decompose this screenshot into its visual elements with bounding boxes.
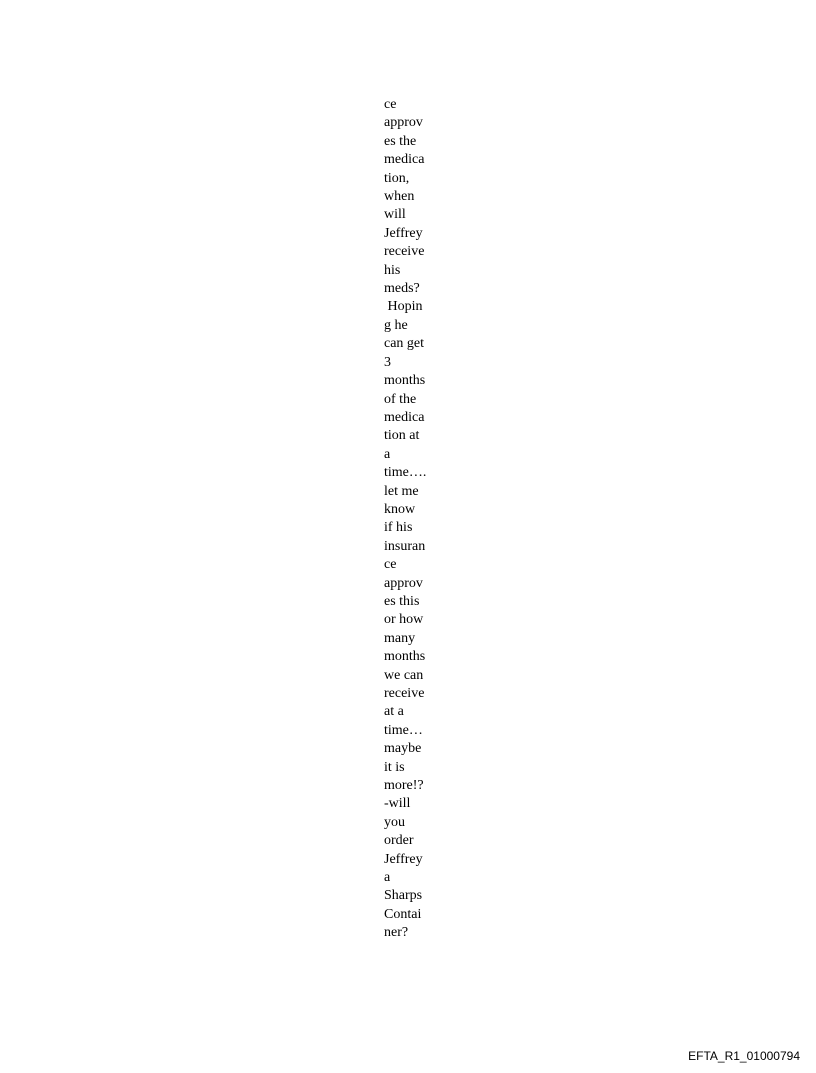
document-id-stamp: EFTA_R1_01000794 [688,1049,800,1063]
text-line: time…. [384,465,427,481]
text-line: es the [384,133,417,149]
text-line: ce [384,557,397,573]
text-line: maybe [384,741,422,757]
text-line: tion at [384,428,420,444]
text-line: Sharps [384,888,423,904]
text-line: receive [384,686,425,701]
text-line: meds? [384,281,420,297]
text-line: approv [384,115,423,131]
text-line: his [384,262,401,278]
text-line: Jeffrey [384,851,423,867]
text-line: time… [384,722,423,738]
text-line: months [384,373,426,389]
text-line: can get [384,336,425,352]
text-line: medica [384,152,425,168]
text-line: a [384,446,391,462]
text-line: many [384,630,416,646]
text-line: medica [384,409,425,425]
text-line: 3 [384,354,391,370]
text-line: tion, [384,170,410,186]
text-line: at a [384,704,404,720]
text-line: Jeffrey [384,225,423,241]
text-line: of the [384,391,417,407]
text-line: approv [384,575,423,591]
text-line: or how [384,612,424,628]
text-line: let me [384,483,419,499]
text-line: -will [384,796,411,812]
text-line: more!? [384,778,424,794]
text-line: it is [384,759,405,775]
text-line: ner? [384,925,409,941]
text-line: months [384,649,426,665]
text-line: receive [384,244,425,260]
text-line: Hopin [384,299,423,315]
text-line: will [384,207,406,223]
text-line: when [384,189,415,205]
text-line: insuran [384,538,426,554]
text-line: order [384,833,414,849]
text-line: es this [384,593,420,609]
text-line: Contai [384,906,422,922]
text-line: if his [384,520,413,536]
text-line: ce [384,97,397,112]
text-line: g he [384,317,408,333]
text-line: a [384,870,391,886]
message-text-column [384,96,444,943]
text-line: know [384,501,416,517]
text-line: we can [384,667,424,683]
text-line: you [384,814,405,830]
